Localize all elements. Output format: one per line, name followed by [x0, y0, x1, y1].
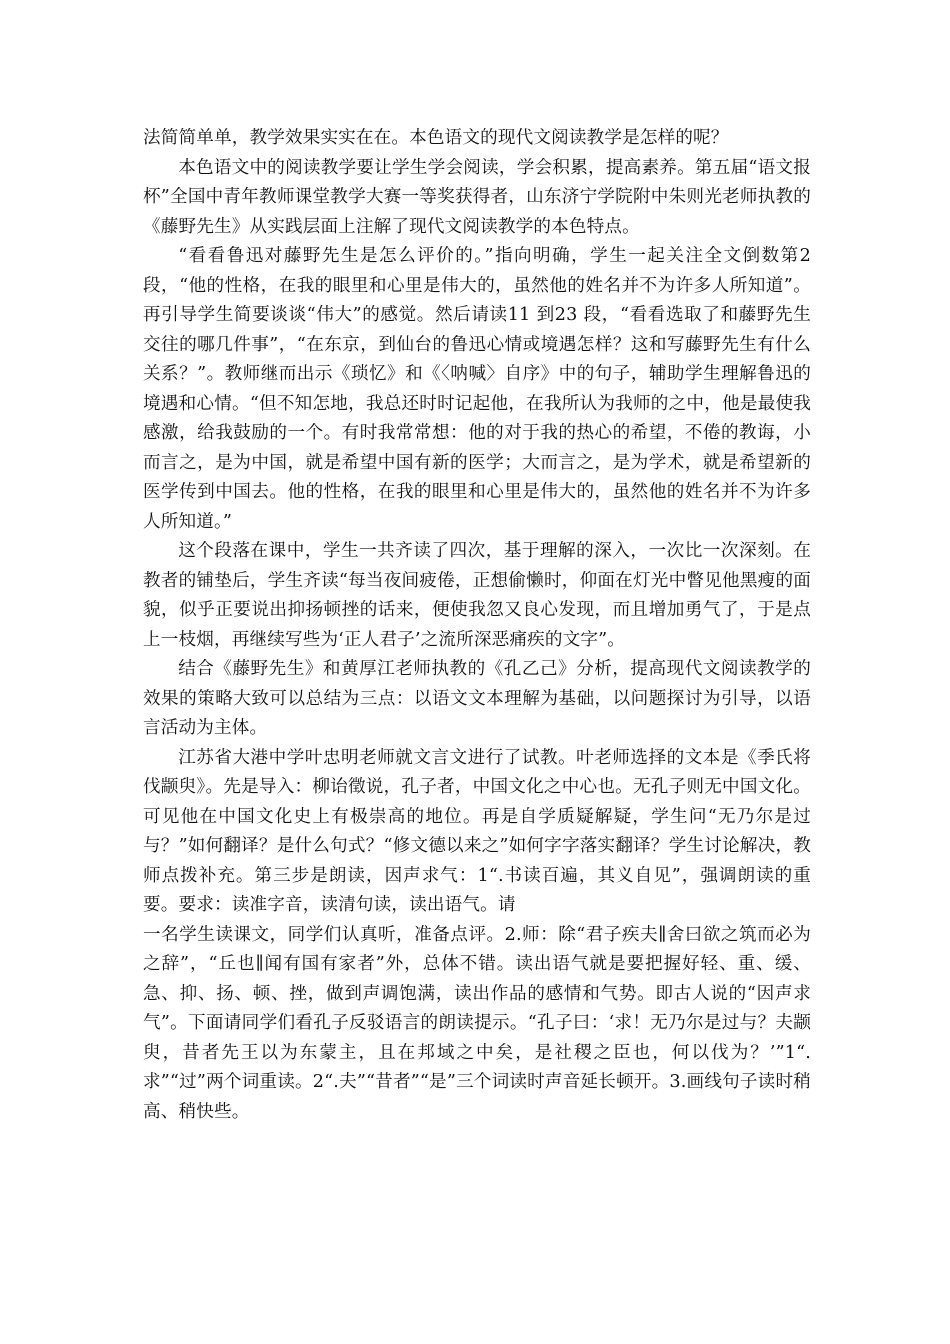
paragraph-2: 本色语文中的阅读教学要让学生学会阅读，学会积累，提高素养。第五届“语文报杯”全国中青年教师课堂教学大赛一等奖获得者，山东济宁学院附中朱则光老师执教的《藤野先生》从实践层面上注解了现代文阅读教学的本色特点。 [143, 157, 811, 237]
document-body [143, 124, 811, 1127]
paragraph-5: 结合《藤野先生》和黄厚江老师执教的《孔乙己》分析，提高现代文阅读教学的效果的策略大致可以总结为三点：以语文文本理解为基础，以问题探讨为引导，以语言活动为主体。 [143, 659, 811, 738]
paragraph-6: 江苏省大港中学叶忠明老师就文言文进行了试教。叶老师选择的文本是《季氏将伐颛臾》。先是导入：柳诒徵说，孔子者，中国文化之中心也。无孔子则无中国文化。可见他在中国文化史上有极崇高的地位。再是自学质疑解疑，学生问“无乃尔是过与？”如何翻译？是什么句式？“修文德以来之”如何字字落实翻译？学生讨论解决，教师点拨补充。第三步是朗读，因声求气：1“.书读百遍，其义自见”，强调朗读的重要。要求：读准字音，读清句读，读出语气。请 [143, 747, 811, 915]
paragraph-7: 一名学生读课文，同学们认真听，准备点评。2.师：除“君子疾夫∥舍曰欲之筑而必为之辞”，“丘也∥闻有国有家者”外，总体不错。读出语气就是要把握好轻、重、缓、急、抑、扬、顿、挫，做到声调饱满，读出作品的感情和气势。即古人说的“因声求气”。下面请同学们看孔子反驳语言的朗读提示。“孔子曰：‘求！无乃尔是过与？夫颛臾，昔者先王以为东蒙主，且在邦域之中矣，是社稷之臣也，何以伐为？’”1“.求”“过”两个词重读。2“.夫”“昔者”“是”三个词读时声音延长顿开。3.画线句子读时稍高、稍快些。 [143, 924, 811, 1122]
paragraph-1: 法简简单单，教学效果实实在在。本色语文的现代文阅读教学是怎样的呢？ [143, 128, 729, 148]
paragraph-3: “看看鲁迅对藤野先生是怎么评价的。”指向明确，学生一起关注全文倒数第2 段，“他的性格，在我的眼里和心里是伟大的，虽然他的姓名并不为许多人所知道”。再引导学生简要谈谈“伟大”的感觉。然后请读11 到23 段，“看看选取了和藤野先生交往的哪几件事”，“在东京，到仙台的鲁迅心情或境遇怎样？这和写藤野先生有什么关系？”。教师继而出示《琐忆》和《〈呐喊〉自序》中的句子，辅助学生理解鲁迅的境遇和心情。“但不知怎地，我总还时时记起他，在我所认为我师的之中，他是最使我感激，给我鼓励的一个。有时我常常想：他的对于我的热心的希望，不倦的教诲，小而言之，是为中国，就是希望中国有新的医学；大而言之，是为学术，就是希望新的医学传到中国去。他的性格，在我的眼里和心里是伟大的，虽然他的姓名并不为许多人所知道。” [143, 246, 811, 532]
paragraph-4: 这个段落在课中，学生一共齐读了四次，基于理解的深入，一次比一次深刻。在教者的铺垫后，学生齐读“每当夜间疲倦，正想偷懒时，仰面在灯光中瞥见他黑瘦的面貌，似乎正要说出抑扬顿挫的话来，便使我忽又良心发现，而且增加勇气了，于是点上一枝烟，再继续写些为‘正人君子’之流所深恶痛疾的文字”。 [143, 541, 811, 650]
